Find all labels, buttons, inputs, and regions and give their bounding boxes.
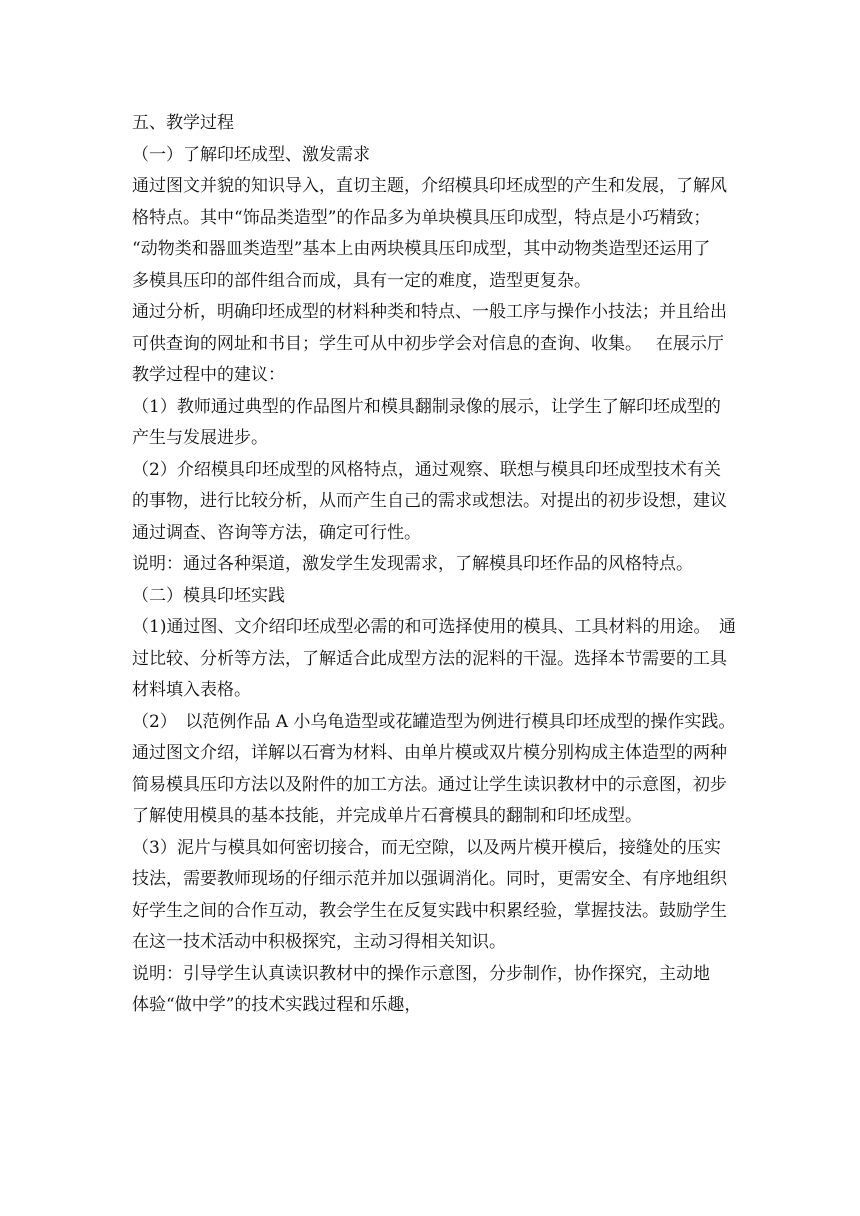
list-item-line: （2） 以范例作品 A 小乌龟造型或花罐造型为例进行模具印坯成型的操作实践。 [132,711,736,732]
list-item-line: （1）教师通过典型的作品图片和模具翻制录像的展示，让学生了解印坯成型的 [132,396,721,417]
paragraph-line: 通过图文并貌的知识导入，直切主题，介绍模具印坯成型的产生和发展，了解风 [132,176,727,196]
paragraph-line: 可供查询的网址和书目；学生可从中初步学会对信息的查询、收集。 在展示厅 [132,333,724,354]
list-item-line: 的事物，进行比较分析，从而产生自己的需求或想法。对提出的初步设想，建议 [132,491,727,511]
list-item-line: 在这一技术活动中积极探究，主动习得相关知识。 [132,932,506,952]
list-item-line: 材料填入表格。 [132,680,251,700]
list-item-line: 简易模具压印方法以及附件的加工方法。通过让学生读识教材中的示意图，初步 [132,774,727,795]
note-line: 体验“做中学”的技术实践过程和乐趣， [132,995,422,1015]
list-item-line: （1)通过图、文介绍印坯成型必需的和可选择使用的模具、工具材料的用途。 通 [132,617,736,637]
list-item-line: （3）泥片与模具如何密切接合，而无空隙，以及两片模开模后，接缝处的压实 [132,837,721,858]
subsection-heading: （二）模具印坯实践 [132,585,285,606]
list-item-line: （2）介绍模具印坯成型的风格特点，通过观察、联想与模具印坯成型技术有关 [132,459,721,480]
paragraph-line: 教学过程中的建议： [132,365,285,385]
list-item-line: 通过调查、咨询等方法，确定可行性。 [132,522,421,543]
note-line: 说明：引导学生认真读识教材中的操作示意图，分步制作，协作探究，主动地 [132,963,710,984]
note-line: 说明：通过各种渠道，激发学生发现需求，了解模具印坯作品的风格特点。 [132,554,693,574]
list-item-line: 了解使用模具的基本技能，并完成单片石膏模具的翻制和印坯成型。 [132,806,642,826]
paragraph-line: “动物类和器皿类造型”基本上由两块模具压印成型，其中动物类造型还运用了 [132,239,711,259]
paragraph-line: 通过分析，明确印坯成型的材料种类和特点、一般工序与操作小技法；并且给出 [132,302,727,322]
list-item-line: 好学生之间的合作互动，教会学生在反复实践中积累经验，掌握技法。鼓励学生 [132,900,727,921]
paragraph-line: 格特点。其中“饰品类造型”的作品多为单块模具压印成型，特点是小巧精致； [132,207,711,228]
list-item-line: 产生与发展进步。 [132,428,268,448]
list-item-line: 通过图文介绍，详解以石膏为材料、由单片模或双片模分别构成主体造型的两种 [132,743,727,763]
list-item-line: 过比较、分析等方法，了解适合此成型方法的泥料的干湿。选择本节需要的工具 [132,648,727,669]
subsection-heading: （一）了解印坯成型、激发需求 [132,144,370,165]
section-heading: 五、教学过程 [132,113,234,133]
list-item-line: 技法，需要教师现场的仔细示范并加以强调消化。同时，更需安全、有序地组织 [132,869,727,889]
document-body [132,108,734,1022]
paragraph-line: 多模具压印的部件组合而成，具有一定的难度，造型更复杂。 [132,270,591,291]
